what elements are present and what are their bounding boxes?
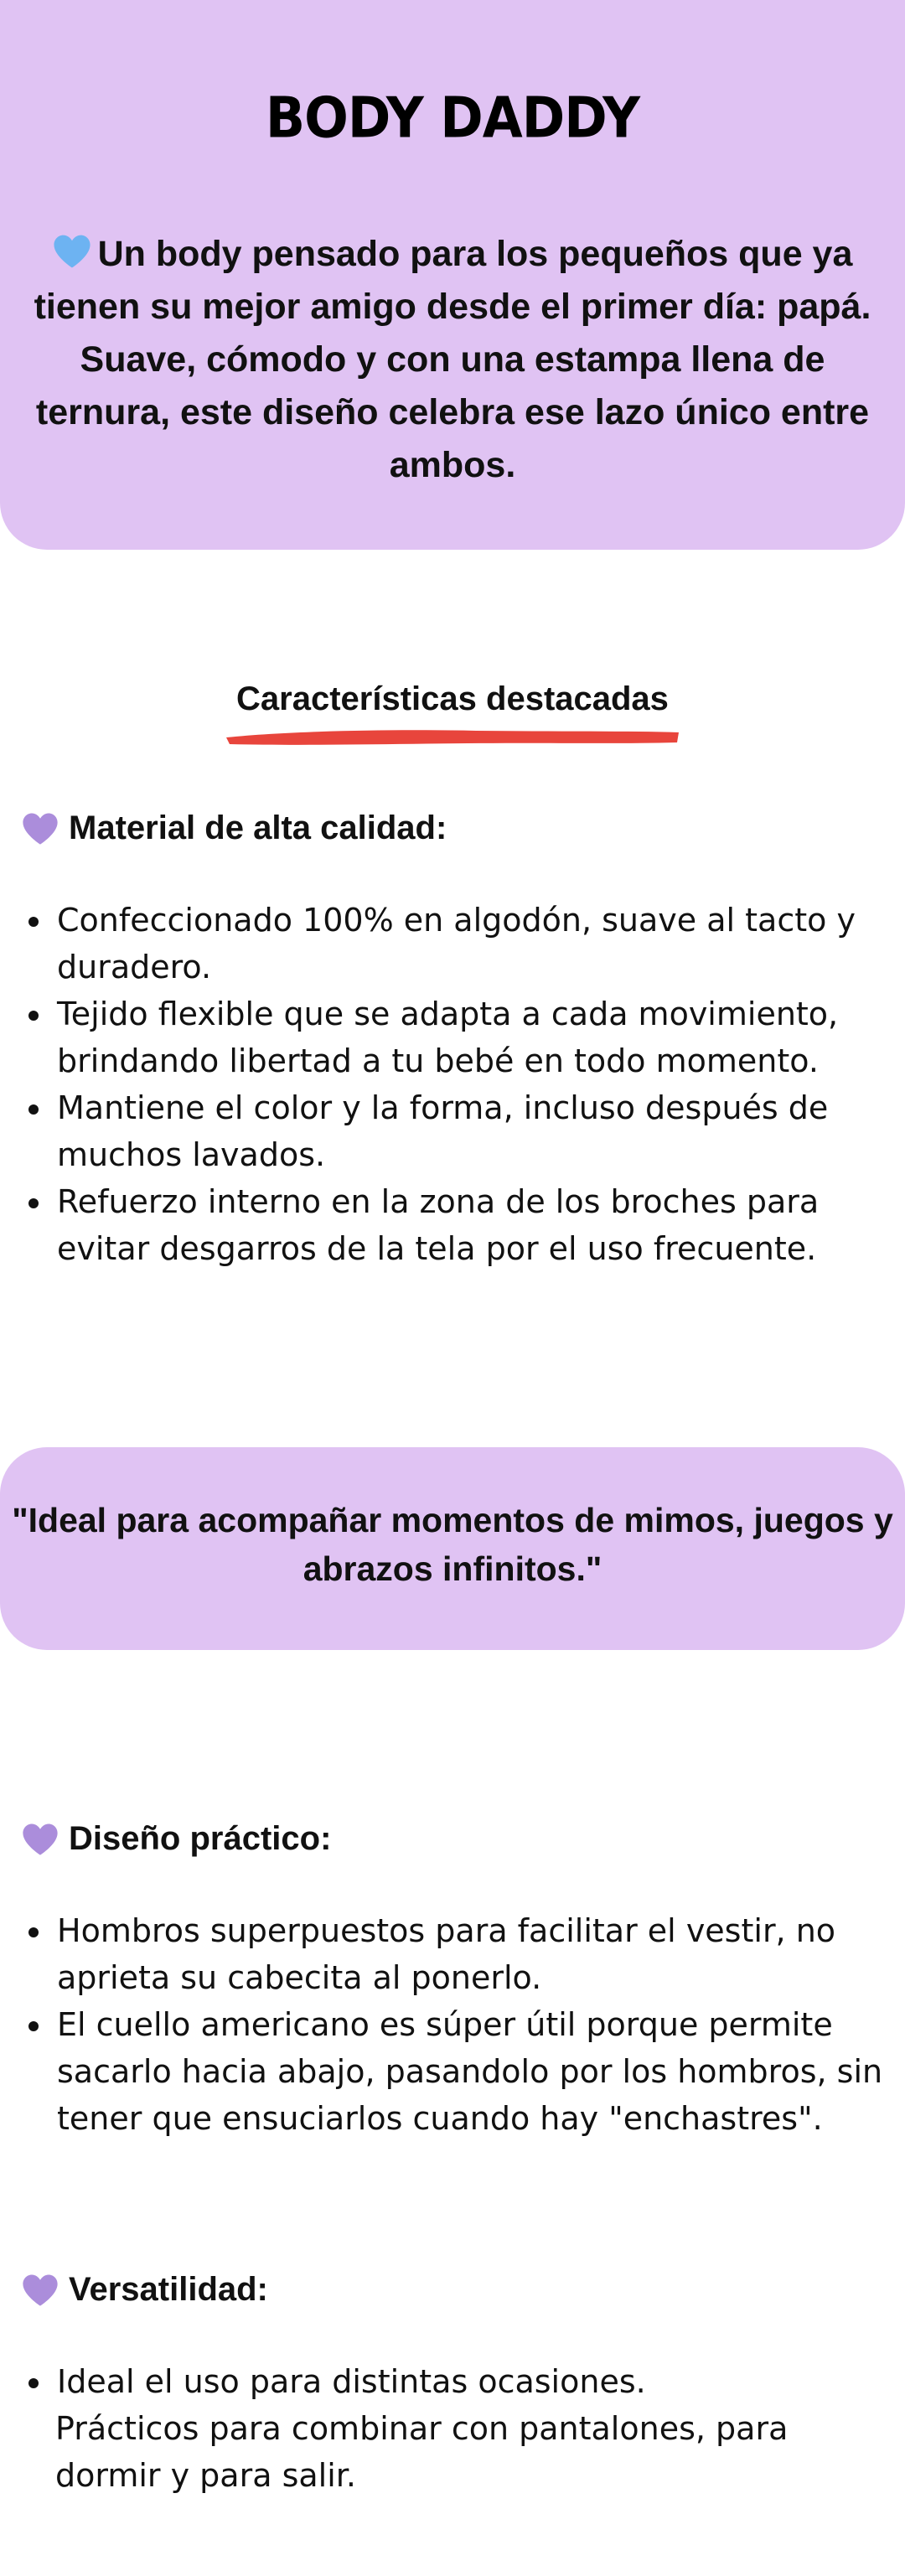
versatility-list xyxy=(57,2358,895,2499)
list-item: Refuerzo interno en la zona de los broches para evitar desgarros de la tela por el uso frecuente. xyxy=(57,1178,895,1272)
material-heading xyxy=(22,810,447,847)
design-title: Diseño práctico: xyxy=(69,1820,332,1857)
heading-underline xyxy=(225,726,680,749)
material-list xyxy=(57,897,895,1272)
page-title: BODY DADDY xyxy=(265,85,640,151)
list-item: El cuello americano es súper útil porque permite sacarlo hacia abajo, pasandolo por los hombros, sin tener que ensuciarlos cuando hay "enchastres". xyxy=(57,2001,895,2142)
list-item: Prácticos para combinar con pantalones, para dormir y para salir. xyxy=(55,2410,789,2494)
material-title: Material de alta calidad: xyxy=(69,810,447,846)
features-heading: Características destacadas xyxy=(236,680,669,717)
list-item: Mantiene el color y la forma, incluso después de muchos lavados. xyxy=(57,1084,895,1178)
purple-heart-icon xyxy=(22,1823,59,1856)
purple-heart-icon xyxy=(22,812,59,846)
versatility-heading xyxy=(22,2271,268,2309)
quote-card xyxy=(0,1447,905,1650)
versatility-title: Versatilidad: xyxy=(69,2271,268,2308)
quote-text: "Ideal para acompañar momentos de mimos, juegos y abrazos infinitos." xyxy=(12,1501,893,1588)
list-item: Tejido flexible que se adapta a cada movimiento, brindando libertad a tu bebé en todo momento. xyxy=(57,991,895,1084)
intro-text xyxy=(0,228,905,492)
list-item: Ideal el uso para distintas ocasiones. xyxy=(57,2358,895,2405)
purple-heart-icon xyxy=(22,2273,59,2307)
design-heading xyxy=(22,1820,331,1858)
list-item: Confeccionado 100% en algodón, suave al tacto y duradero. xyxy=(57,897,895,991)
intro-paragraph: Un body pensado para los pequeños que ya tienen su mejor amigo desde el primer día: papá. Suave, cómodo y con una estampa llena de ternura, este diseño celebra ese lazo único entre ambos. xyxy=(34,234,871,485)
intro-card xyxy=(0,0,905,550)
design-list xyxy=(57,1907,895,2142)
list-item: Hombros superpuestos para facilitar el vestir, no aprieta su cabecita al ponerlo. xyxy=(57,1907,895,2001)
blue-heart-icon xyxy=(53,234,91,269)
